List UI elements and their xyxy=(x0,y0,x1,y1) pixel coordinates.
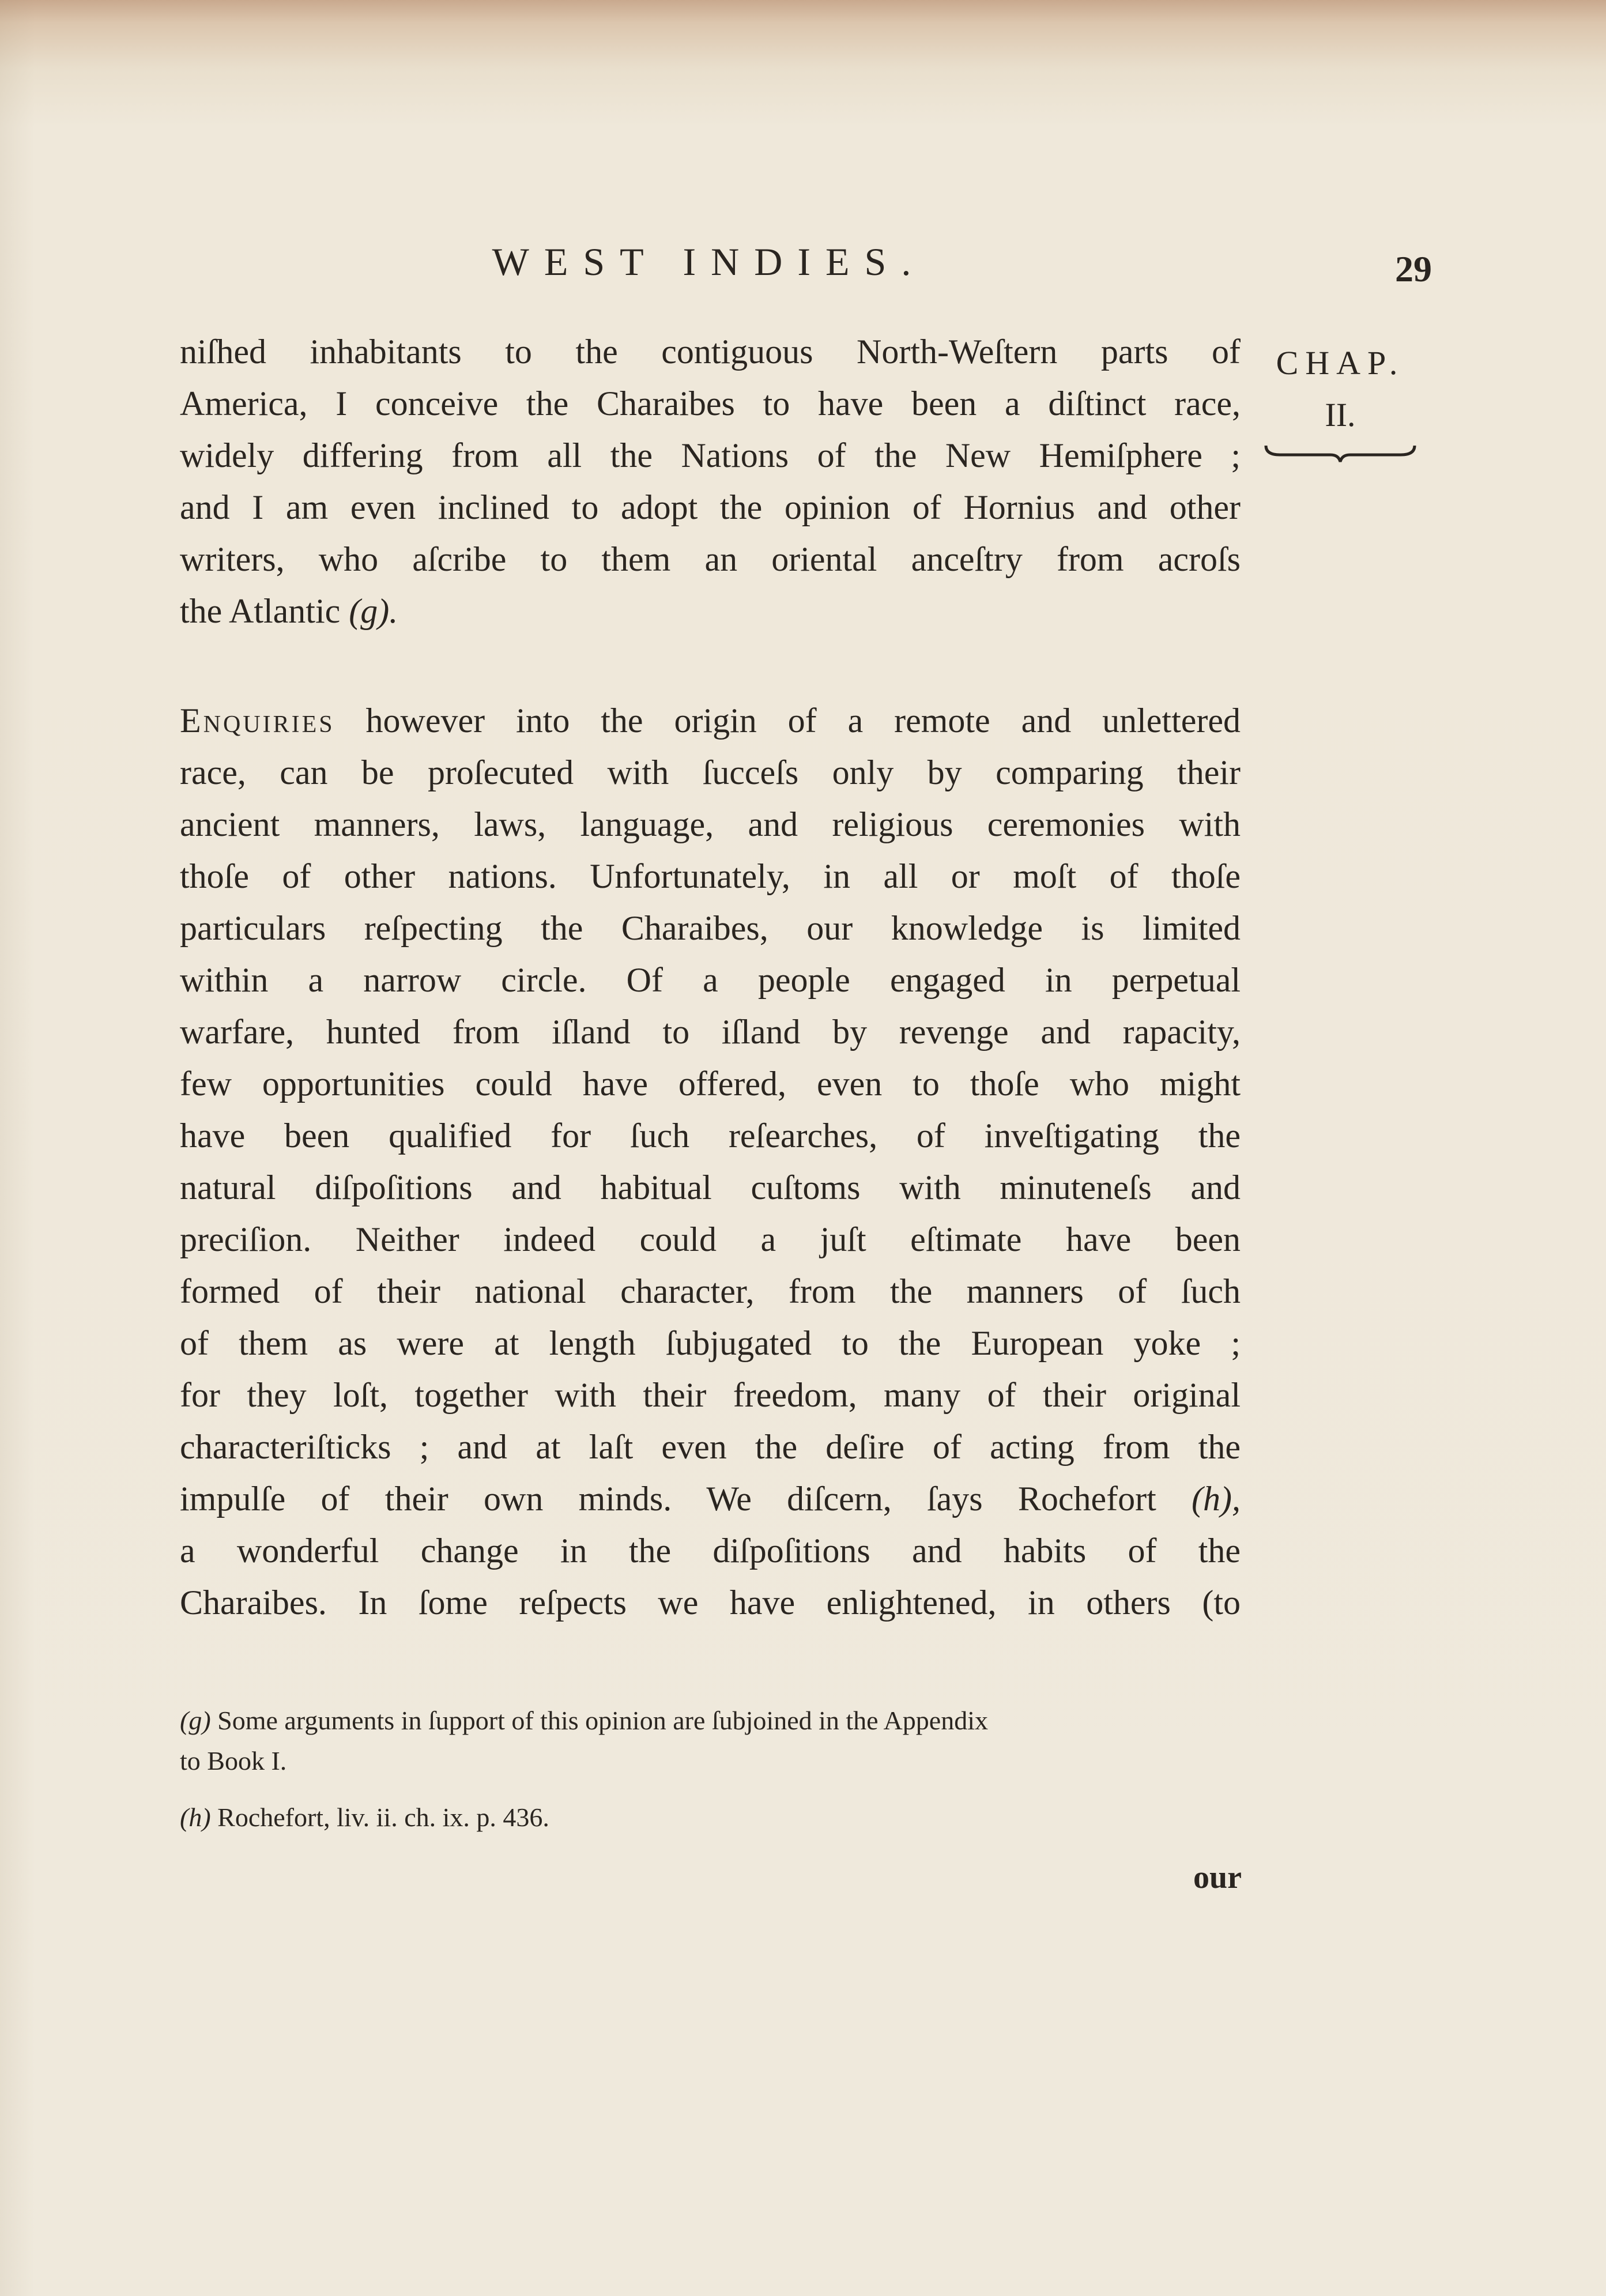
text-line: for they loſt, together with their freedom, many of their original xyxy=(180,1376,1241,1414)
page-edge-shading xyxy=(0,0,35,2296)
text-line xyxy=(180,1473,1241,1525)
text-line: within a narrow circle. Of a people engaged in perpetual xyxy=(180,961,1241,999)
text-line: America, I conceive the Charaibes to have been a diſtinct race, xyxy=(180,384,1241,423)
catchword: our xyxy=(1193,1860,1242,1895)
footnotes xyxy=(180,1701,1241,1838)
margin-note-chap-number: II. xyxy=(1325,396,1356,433)
footnote-g xyxy=(180,1701,1241,1741)
text-fragment: impulſe of their own minds. We diſcern, ſays Rochefort xyxy=(180,1480,1192,1518)
text-line: few opportunities could have offered, even to thoſe who might xyxy=(180,1065,1241,1103)
footnote-marker-h: (h) xyxy=(180,1803,211,1832)
text-line: thoſe of other nations. Unfortunately, in all or moſt of thoſe xyxy=(180,857,1241,895)
text-line xyxy=(180,695,1241,747)
footnote-marker-g: (g) xyxy=(180,1706,211,1735)
footnote-ref-g: (g). xyxy=(349,592,398,630)
paragraph-1 xyxy=(180,326,1241,637)
text-line: Charaibes. In ſome reſpects we have enlightened, in others (to xyxy=(180,1584,1241,1622)
page-number: 29 xyxy=(1395,248,1432,289)
footnote-g-continued: to Book I. xyxy=(180,1746,287,1775)
footnote-text: Some arguments in ſupport of this opinion are ſubjoined in the Appendix xyxy=(210,1706,988,1735)
text-line: characteriſticks ; and at laſt even the deſire of acting from the xyxy=(180,1428,1241,1466)
text-line: and I am even inclined to adopt the opinion of Hornius and other xyxy=(180,488,1241,526)
brace-ornament xyxy=(1262,442,1418,465)
running-head: WEST INDIES. xyxy=(492,240,926,284)
footnote-ref-h: (h), xyxy=(1192,1480,1241,1518)
paragraph-gap xyxy=(180,637,1241,695)
text-line: particulars reſpecting the Charaibes, our knowledge is limited xyxy=(180,909,1241,947)
text-line: preciſion. Neither indeed could a juſt eſtimate have been xyxy=(180,1220,1241,1258)
text-line: natural diſpoſitions and habitual cuſtoms with minuteneſs and xyxy=(180,1168,1241,1207)
text-fragment: the Atlantic xyxy=(180,592,341,630)
margin-note-chapter xyxy=(1260,337,1421,465)
text-line: of them as were at length ſubjugated to the European yoke ; xyxy=(180,1324,1241,1362)
text-line: ancient manners, laws, language, and religious ceremonies with xyxy=(180,805,1241,843)
text-line xyxy=(180,585,1241,637)
footnote-h xyxy=(180,1797,1241,1838)
margin-note-chap-label: CHAP. xyxy=(1276,344,1405,382)
text-line: a wonderful change in the diſpoſitions and habits of the xyxy=(180,1532,1241,1570)
drop-word: Enquiries xyxy=(180,702,335,740)
text-line: race, can be proſecuted with ſucceſs only by comparing their xyxy=(180,753,1241,791)
body-text xyxy=(180,326,1241,1628)
text-fragment: however into the origin of a remote and unlettered xyxy=(334,702,1241,740)
footnote-gap xyxy=(180,1781,1241,1797)
text-line: niſhed inhabitants to the contiguous North-Weſtern parts of xyxy=(180,333,1241,371)
paragraph-2 xyxy=(180,695,1241,1628)
text-line: have been qualified for ſuch reſearches, of inveſtigating the xyxy=(180,1117,1241,1155)
footnote-text: Rochefort, liv. ii. ch. ix. p. 436. xyxy=(210,1803,549,1832)
text-line: writers, who aſcribe to them an oriental anceſtry from acroſs xyxy=(180,540,1241,578)
text-line: formed of their national character, from the manners of ſuch xyxy=(180,1272,1241,1310)
text-line: warfare, hunted from iſland to iſland by revenge and rapacity, xyxy=(180,1013,1241,1051)
text-line: widely differing from all the Nations of the New Hemiſphere ; xyxy=(180,436,1241,474)
